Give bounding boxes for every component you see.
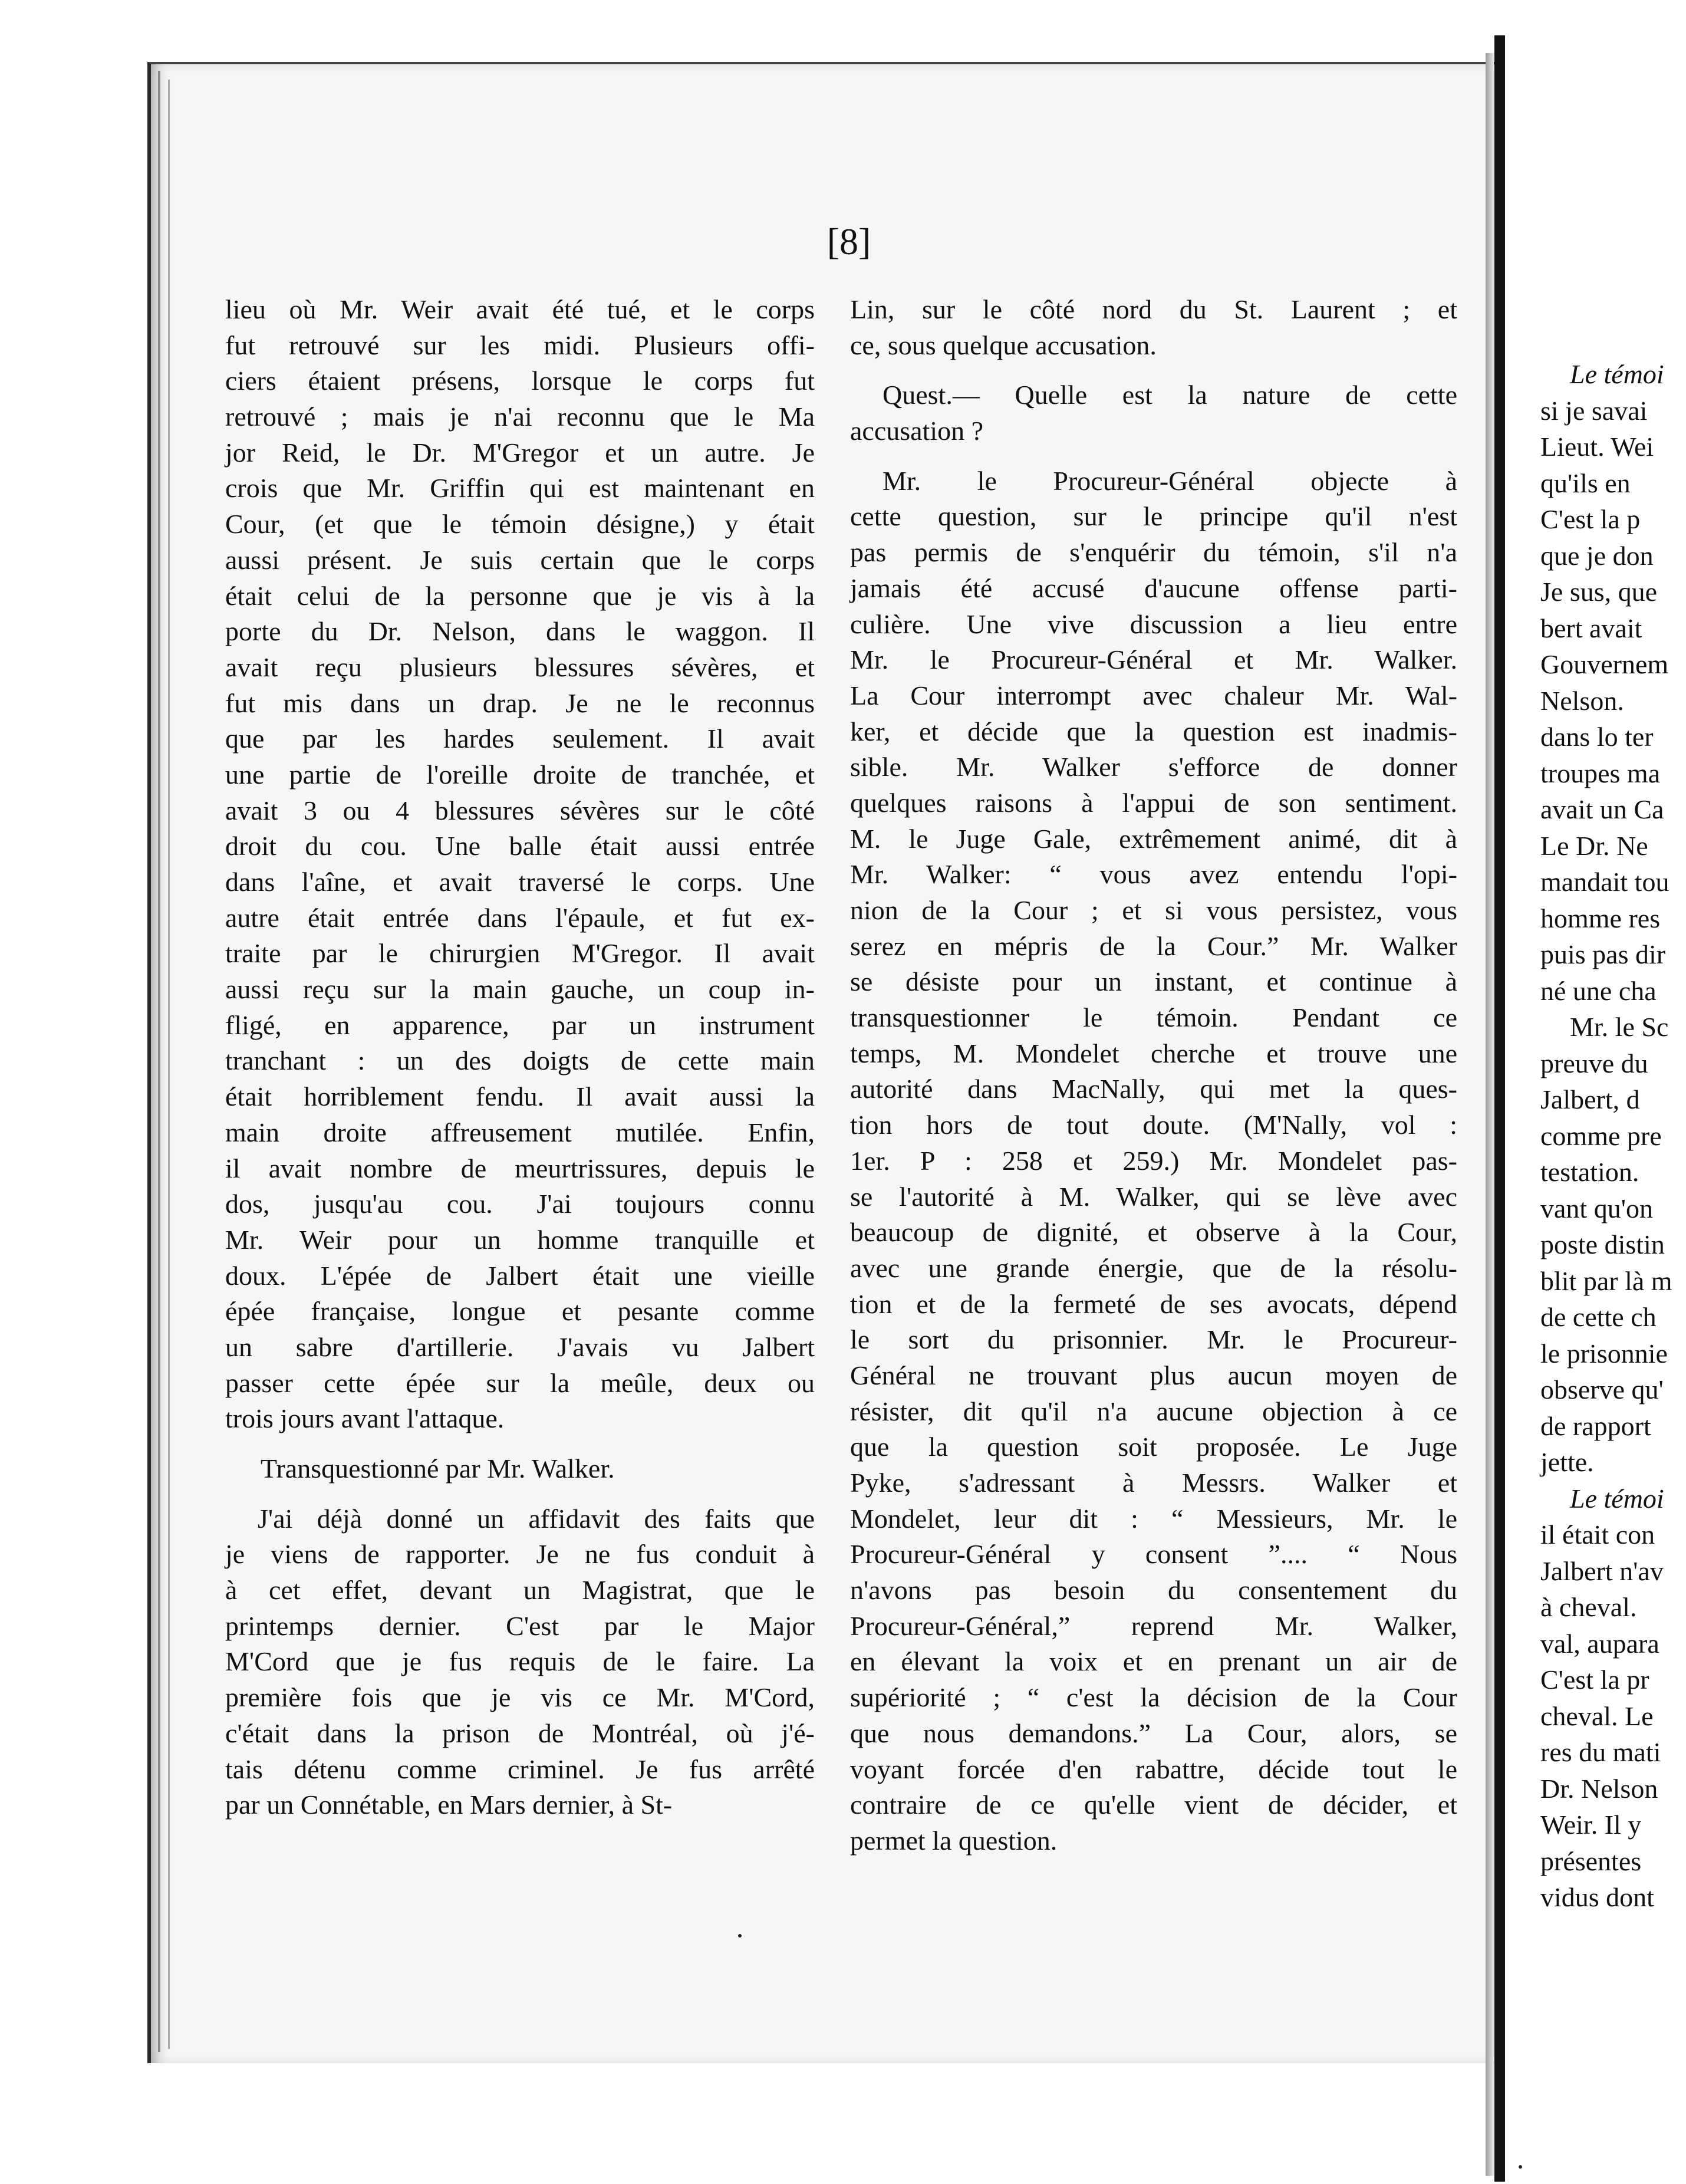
text-line: Mr. Walker: “ vous avez entendu l'opi- — [850, 859, 1457, 890]
facing-page-line: Gouvernem — [1540, 649, 1669, 679]
facing-page-line: Le Dr. Ne — [1540, 830, 1648, 861]
text-line: jor Reid, le Dr. M'Gregor et un autre. Je — [225, 437, 815, 468]
text-line: résister, dit qu'il n'a aucune objection à ce — [850, 1396, 1457, 1426]
facing-page-line: vidus dont — [1540, 1882, 1654, 1912]
text-line: nion de la Cour ; et si vous persistez, vous — [850, 895, 1457, 925]
text-line: dans l'aîne, et avait traversé le corps. Une — [225, 867, 815, 897]
text-line: doux. L'épée de Jalbert était une vieille — [225, 1260, 815, 1291]
text-line: que nous demandons.” La Cour, alors, se — [850, 1718, 1457, 1748]
text-line: avait 3 ou 4 blessures sévères sur le côté — [225, 795, 815, 825]
facing-page-line: Mr. le Sc — [1570, 1012, 1669, 1042]
text-line: J'ai déjà donné un affidavit des faits que — [258, 1503, 815, 1534]
text-line: autorité dans MacNally, qui met la ques- — [850, 1074, 1457, 1104]
text-line: dos, jusqu'au cou. J'ai toujours connu — [225, 1189, 815, 1219]
facing-page-line: Weir. Il y — [1540, 1810, 1642, 1840]
facing-page-line: Jalbert, d — [1540, 1084, 1640, 1114]
text-line: à cet effet, devant un Magistrat, que le — [225, 1575, 815, 1606]
text-line: Mondelet, leur dit : “ Messieurs, Mr. le — [850, 1503, 1457, 1534]
facing-page-line: Le témoi — [1570, 359, 1664, 389]
facing-page-line: le prisonnie — [1540, 1338, 1668, 1369]
text-line: lieu où Mr. Weir avait été tué, et le corps — [225, 294, 815, 324]
facing-page-line: avait un Ca — [1540, 794, 1664, 824]
text-line: traite par le chirurgien M'Gregor. Il avait — [225, 938, 815, 969]
text-line: tion et de la fermeté de ses avocats, dépend — [850, 1288, 1457, 1319]
facing-page-line: Lieut. Wei — [1540, 432, 1654, 462]
text-line: porte du Dr. Nelson, dans le waggon. Il — [225, 616, 815, 647]
text-line: était celui de la personne que je vis à la — [225, 580, 815, 611]
text-line: Mr. le Procureur-Général objecte à — [882, 465, 1457, 496]
text-line: M'Cord que je fus requis de le faire. La — [225, 1646, 815, 1677]
text-line: une partie de l'oreille droite de tranchée, et — [225, 759, 815, 790]
binding-gutter — [1494, 35, 1505, 2182]
facing-page-line: dans lo ter — [1540, 722, 1654, 752]
facing-page-line: res du mati — [1540, 1737, 1661, 1767]
text-line: était horriblement fendu. Il avait aussi la — [225, 1081, 815, 1112]
facing-page-line: de cette ch — [1540, 1302, 1657, 1332]
text-line: main droite affreusement mutilée. Enfin, — [225, 1117, 815, 1147]
text-line: beaucoup de dignité, et observe à la Cour, — [850, 1217, 1457, 1248]
text-line: se l'autorité à M. Walker, qui se lève avec — [850, 1181, 1457, 1212]
text-line: le sort du prisonnier. Mr. le Procureur- — [850, 1324, 1457, 1355]
facing-page-line: il était con — [1540, 1519, 1655, 1550]
text-line: ker, et décide que la question est inadmis- — [850, 716, 1457, 746]
facing-page-line: présentes — [1540, 1846, 1642, 1876]
facing-page-line: testation. — [1540, 1157, 1639, 1187]
text-line: voyant forcée d'en rabattre, décide tout le — [850, 1754, 1457, 1784]
text-line: en élevant la voix et en prenant un air de — [850, 1646, 1457, 1677]
text-line: serez en mépris de la Cour.” Mr. Walker — [850, 930, 1457, 961]
facing-page-fragment — [1505, 0, 1686, 2184]
text-line: crois que Mr. Griffin qui est maintenant en — [225, 473, 815, 504]
facing-page-line: observe qu' — [1540, 1374, 1664, 1405]
left-text-column — [225, 292, 815, 1823]
facing-page-line: que je don — [1540, 540, 1654, 571]
text-line: Quest.— Quelle est la nature de cette — [882, 380, 1457, 410]
text-line: Procureur-Général,” reprend Mr. Walker, — [850, 1610, 1457, 1641]
text-line: fligé, en apparence, par un instrument — [225, 1009, 815, 1040]
facing-page-line: à cheval. — [1540, 1592, 1637, 1622]
text-line: sible. Mr. Walker s'efforce de donner — [850, 752, 1457, 782]
text-line: Transquestionné par Mr. Walker. — [261, 1453, 615, 1484]
text-line: contraire de ce qu'elle vient de décider, et — [850, 1790, 1457, 1820]
facing-page-line: preuve du — [1540, 1048, 1648, 1078]
text-line: par un Connétable, en Mars dernier, à St- — [225, 1790, 673, 1820]
text-line: tais détenu comme criminel. Je fus arrêté — [225, 1754, 815, 1784]
text-line: que la question soit proposée. Le Juge — [850, 1432, 1457, 1462]
text-line: Mr. le Procureur-Général et Mr. Walker. — [850, 644, 1457, 675]
text-line: Lin, sur le côté nord du St. Laurent ; et — [850, 294, 1457, 324]
facing-page-line: Nelson. — [1540, 685, 1624, 716]
text-line: supériorité ; “ c'est la décision de la Cour — [850, 1682, 1457, 1713]
facing-page-line: troupes ma — [1540, 758, 1661, 788]
text-line: droit du cou. Une balle était aussi entrée — [225, 831, 815, 861]
text-line: que par les hardes seulement. Il avait — [225, 723, 815, 754]
facing-page-line: Jalbert n'av — [1540, 1555, 1664, 1586]
text-line: culière. Une vive discussion a lieu entre — [850, 609, 1457, 639]
facing-page-line: mandait tou — [1540, 867, 1669, 897]
text-line: 1er. P : 258 et 259.) Mr. Mondelet pas- — [850, 1145, 1457, 1176]
text-line: pas permis de s'enquérir du témoin, s'il n'a — [850, 537, 1457, 568]
facing-page-line: vant qu'on — [1540, 1193, 1653, 1223]
text-line: n'avons pas besoin du consentement du — [850, 1575, 1457, 1606]
page-edge-shadow — [158, 71, 160, 2052]
text-line: cette question, sur le principe qu'il n'est — [850, 501, 1457, 532]
text-line: tranchant : un des doigts de cette main — [225, 1045, 815, 1076]
text-line: passer cette épée sur la meûle, deux ou — [225, 1367, 815, 1398]
text-line: transquestionner le témoin. Pendant ce — [850, 1002, 1457, 1033]
text-line: c'était dans la prison de Montréal, où j'é- — [225, 1718, 815, 1748]
text-line: trois jours avant l'attaque. — [225, 1403, 505, 1434]
facing-page-line: de rapport — [1540, 1410, 1651, 1441]
facing-page-line: cheval. Le — [1540, 1701, 1654, 1731]
facing-page-line: homme res — [1540, 903, 1661, 933]
text-line: M. le Juge Gale, extrêmement animé, dit à — [850, 823, 1457, 854]
text-line: avec une grande énergie, que de la résolu- — [850, 1252, 1457, 1283]
facing-page-line: C'est la pr — [1540, 1665, 1649, 1695]
text-line: accusation ? — [850, 416, 984, 446]
facing-page-line: jette. — [1540, 1447, 1594, 1477]
text-line: jamais été accusé d'aucune offense parti- — [850, 573, 1457, 603]
facing-page-line: si je savai — [1540, 395, 1648, 426]
text-line: aussi présent. Je suis certain que le corps — [225, 544, 815, 575]
text-line: un sabre d'artillerie. J'avais vu Jalbert — [225, 1331, 815, 1362]
text-line: Cour, (et que le témoin désigne,) y était — [225, 509, 815, 540]
text-line: Mr. Weir pour un homme tranquille et — [225, 1224, 815, 1255]
text-line: retrouvé ; mais je n'ai reconnu que le Ma — [225, 402, 815, 432]
text-line: ce, sous quelque accusation. — [850, 330, 1157, 360]
text-line: avait reçu plusieurs blessures sévères, et — [225, 652, 815, 682]
speck — [738, 1934, 742, 1938]
text-line: temps, M. Mondelet cherche et trouve une — [850, 1038, 1457, 1068]
text-line: La Cour interrompt avec chaleur Mr. Wal- — [850, 680, 1457, 711]
text-line: fut retrouvé sur les midi. Plusieurs offi- — [225, 330, 815, 360]
facing-page-line: poste distin — [1540, 1229, 1665, 1259]
text-line: Général ne trouvant plus aucun moyen de — [850, 1360, 1457, 1390]
binding-gutter-shade — [1486, 53, 1494, 2176]
facing-page-line: qu'ils en — [1540, 468, 1631, 498]
facing-page-line: val, aupara — [1540, 1628, 1659, 1659]
text-line: aussi reçu sur la main gauche, un coup in- — [225, 974, 815, 1005]
text-line: Procureur-Général y consent ”.... “ Nous — [850, 1539, 1457, 1570]
page-number: [8] — [826, 221, 871, 262]
text-line: printemps dernier. C'est par le Major — [225, 1610, 815, 1641]
text-line: fut mis dans un drap. Je ne le reconnus — [225, 688, 815, 718]
text-line: quelques raisons à l'appui de son sentiment. — [850, 787, 1457, 818]
text-line: ciers étaient présens, lorsque le corps fut — [225, 366, 815, 396]
facing-page-line: comme pre — [1540, 1120, 1662, 1151]
facing-page-line: C'est la p — [1540, 504, 1641, 534]
text-line: Pyke, s'adressant à Messrs. Walker et — [850, 1468, 1457, 1498]
text-line: permet la question. — [850, 1825, 1058, 1856]
text-line: il avait nombre de meurtrissures, depuis le — [225, 1153, 815, 1183]
facing-page-line: bert avait — [1540, 613, 1642, 643]
text-line: autre était entrée dans l'épaule, et fut ex- — [225, 902, 815, 933]
text-line: épée française, longue et pesante comme — [225, 1296, 815, 1327]
text-line: première fois que je vis ce Mr. M'Cord, — [225, 1682, 815, 1713]
right-text-column — [850, 292, 1457, 1859]
facing-page-line: Je sus, que — [1540, 577, 1658, 607]
facing-page-line: né une cha — [1540, 975, 1657, 1006]
facing-page-line: puis pas dir — [1540, 939, 1666, 969]
text-line: se désiste pour un instant, et continue à — [850, 966, 1457, 997]
facing-page-line: Le témoi — [1570, 1483, 1664, 1514]
facing-page-line: blit par là m — [1540, 1265, 1672, 1296]
text-line: je viens de rapporter. Je ne fus conduit à — [225, 1539, 815, 1570]
speck — [1519, 2165, 1522, 2169]
page-edge-shadow — [168, 80, 170, 2049]
facing-page-line: Dr. Nelson — [1540, 1773, 1658, 1804]
text-line: tion hors de tout doute. (M'Nally, vol : — [850, 1110, 1457, 1140]
